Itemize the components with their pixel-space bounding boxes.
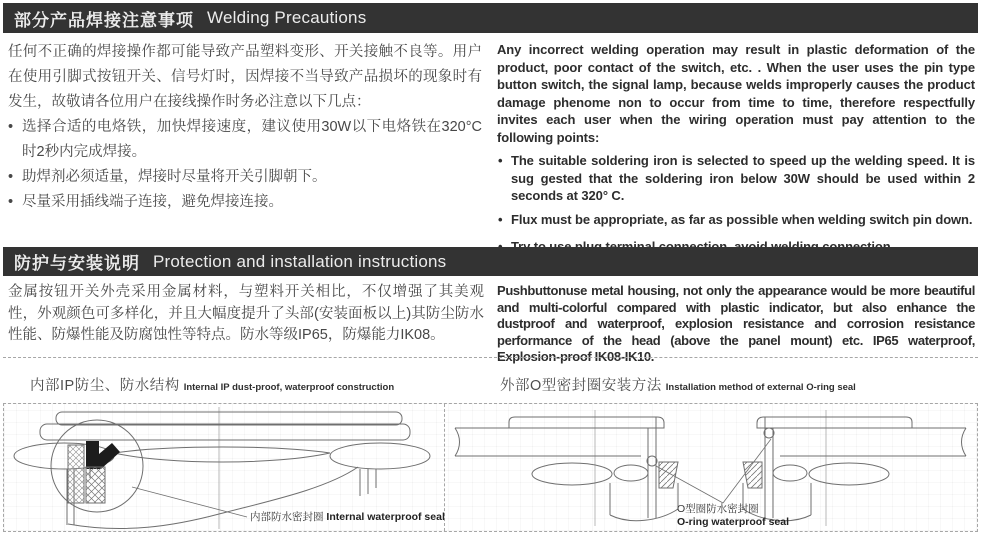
- internal-seal-label-zh: 内部防水密封圈: [250, 511, 324, 523]
- external-diagram-title-zh: 外部O型密封圈安装方法: [500, 378, 662, 394]
- nut-lobe: [614, 465, 648, 481]
- internal-seal-label-en: Internal waterproof seal: [326, 511, 445, 523]
- welding-zh-paragraph: 任何不正确的焊接操作都可能导致产品塑料变形、开关接触不良等。用户在使用引脚式按钮开关、信号灯时，因焊接不当导致产品损坏的现象时有发生，故敬请各位用户在接线操作时务必注意以下几点：: [8, 44, 482, 110]
- protection-zh-paragraph: 金属按钮开关外壳采用金属材料，与塑料开关相比，不仅增强了其美观性，外观颜色可多样化，并且大幅度提升了头部(安装面板以上)其防尘防水性能、防爆性能及防腐蚀性等特点。防水等级IP65，防爆能力IK08。: [8, 284, 484, 343]
- bullet-dot-icon: •: [8, 119, 14, 135]
- protection-header-en: Protection and installation instructions: [153, 251, 447, 271]
- welding-en-bullet: [497, 152, 975, 205]
- dashed-separator: [3, 357, 978, 358]
- break-wave: [610, 509, 678, 521]
- o-ring-label: [677, 503, 789, 528]
- welding-zh-bullet-text: 助焊剂必须适量，焊接时尽量将开关引脚朝下。: [22, 169, 327, 185]
- body-edges: [90, 469, 376, 496]
- button-cap: [509, 417, 664, 428]
- waterproof-seal-shape: [86, 441, 120, 469]
- nut-lobe-right: [330, 443, 430, 469]
- nut-lobe-middle: [114, 447, 330, 462]
- internal-diagram-title-en: Internal IP dust-proof, waterproof construction: [183, 382, 395, 393]
- welding-en-bullet: [497, 211, 975, 229]
- external-diagram-title: [500, 374, 856, 395]
- welding-header-zh: 部分产品焊接注意事项: [14, 10, 194, 30]
- o-ring-label-zh: O型圈防水密封圈: [677, 503, 759, 515]
- internal-diagram-panel: [4, 404, 445, 531]
- button-cap-base: [40, 424, 410, 440]
- mounting-panel: [455, 428, 648, 456]
- welding-zh-bullet: [8, 190, 482, 215]
- bullet-dot-icon: •: [8, 169, 14, 185]
- welding-zh-column: [8, 40, 482, 215]
- welding-zh-bullet: [8, 165, 482, 190]
- welding-en-column: [497, 41, 975, 256]
- o-ring-label-en: O-ring waterproof seal: [677, 515, 790, 528]
- sleeve: [648, 417, 656, 518]
- welding-en-bullet-text: The suitable soldering iron is selected to speed up the welding speed. It is sug gested that the soldering iron below 30W should be used within 2 seconds at 320° C.: [511, 153, 975, 203]
- button-cap-top: [56, 412, 402, 425]
- nut-lobe: [532, 463, 612, 485]
- bullet-dot-icon: •: [498, 153, 503, 168]
- welding-en-paragraph: Any incorrect welding operation may result in plastic deformation of the product, poor contact of the switch, etc. . When the user uses the pin type button switch, the signal lamp, because welds improperly causes the product damage phenome non to occur from time to time, therefore respectfully invites each user when the wiring operation must pay attention to the following points:: [497, 42, 975, 145]
- welding-zh-bullet: [8, 115, 482, 165]
- bullet-dot-icon: •: [498, 211, 503, 227]
- external-diagram-title-en: Installation method of external O-ring seal: [665, 382, 856, 393]
- protection-en-paragraph: Pushbuttonuse metal housing, not only the appearance would be more beautiful and multi-colorful compared with plastic indicator, but also enhance the dustproof and waterproof, explosion resistance and corrosion resistance performance of the head (above the panel mount) etc. IP65 waterproof, Explosion-proof IK08-IK10.: [497, 283, 975, 364]
- welding-header-bar: [3, 3, 978, 33]
- leader-line: [132, 487, 247, 517]
- welding-zh-bullet-text: 选择合适的电烙铁，加快焊接速度，建议使用30W以下电烙铁在320°C时2秒内完成焊接。: [22, 119, 482, 160]
- diagram-area: [3, 403, 978, 532]
- welding-en-bullet-text: Flux must be appropriate, as far as possible when welding switch pin down.: [511, 211, 973, 227]
- welding-en-bullet-list: [497, 152, 975, 256]
- welding-zh-bullet-text: 尽量采用插线端子连接，避免焊接连接。: [22, 194, 283, 210]
- protection-header-bar: [3, 247, 978, 276]
- welding-header-en: Welding Precautions: [207, 8, 367, 27]
- internal-seal-label: [250, 511, 445, 524]
- external-diagram-panel: [445, 404, 977, 531]
- welding-zh-bullet-list: [8, 115, 482, 215]
- internal-diagram-title-zh: 内部IP防尘、防水结构: [30, 378, 180, 394]
- bullet-dot-icon: •: [8, 194, 14, 210]
- protection-header-zh: 防护与安装说明: [14, 254, 140, 273]
- internal-diagram-title: [30, 374, 394, 395]
